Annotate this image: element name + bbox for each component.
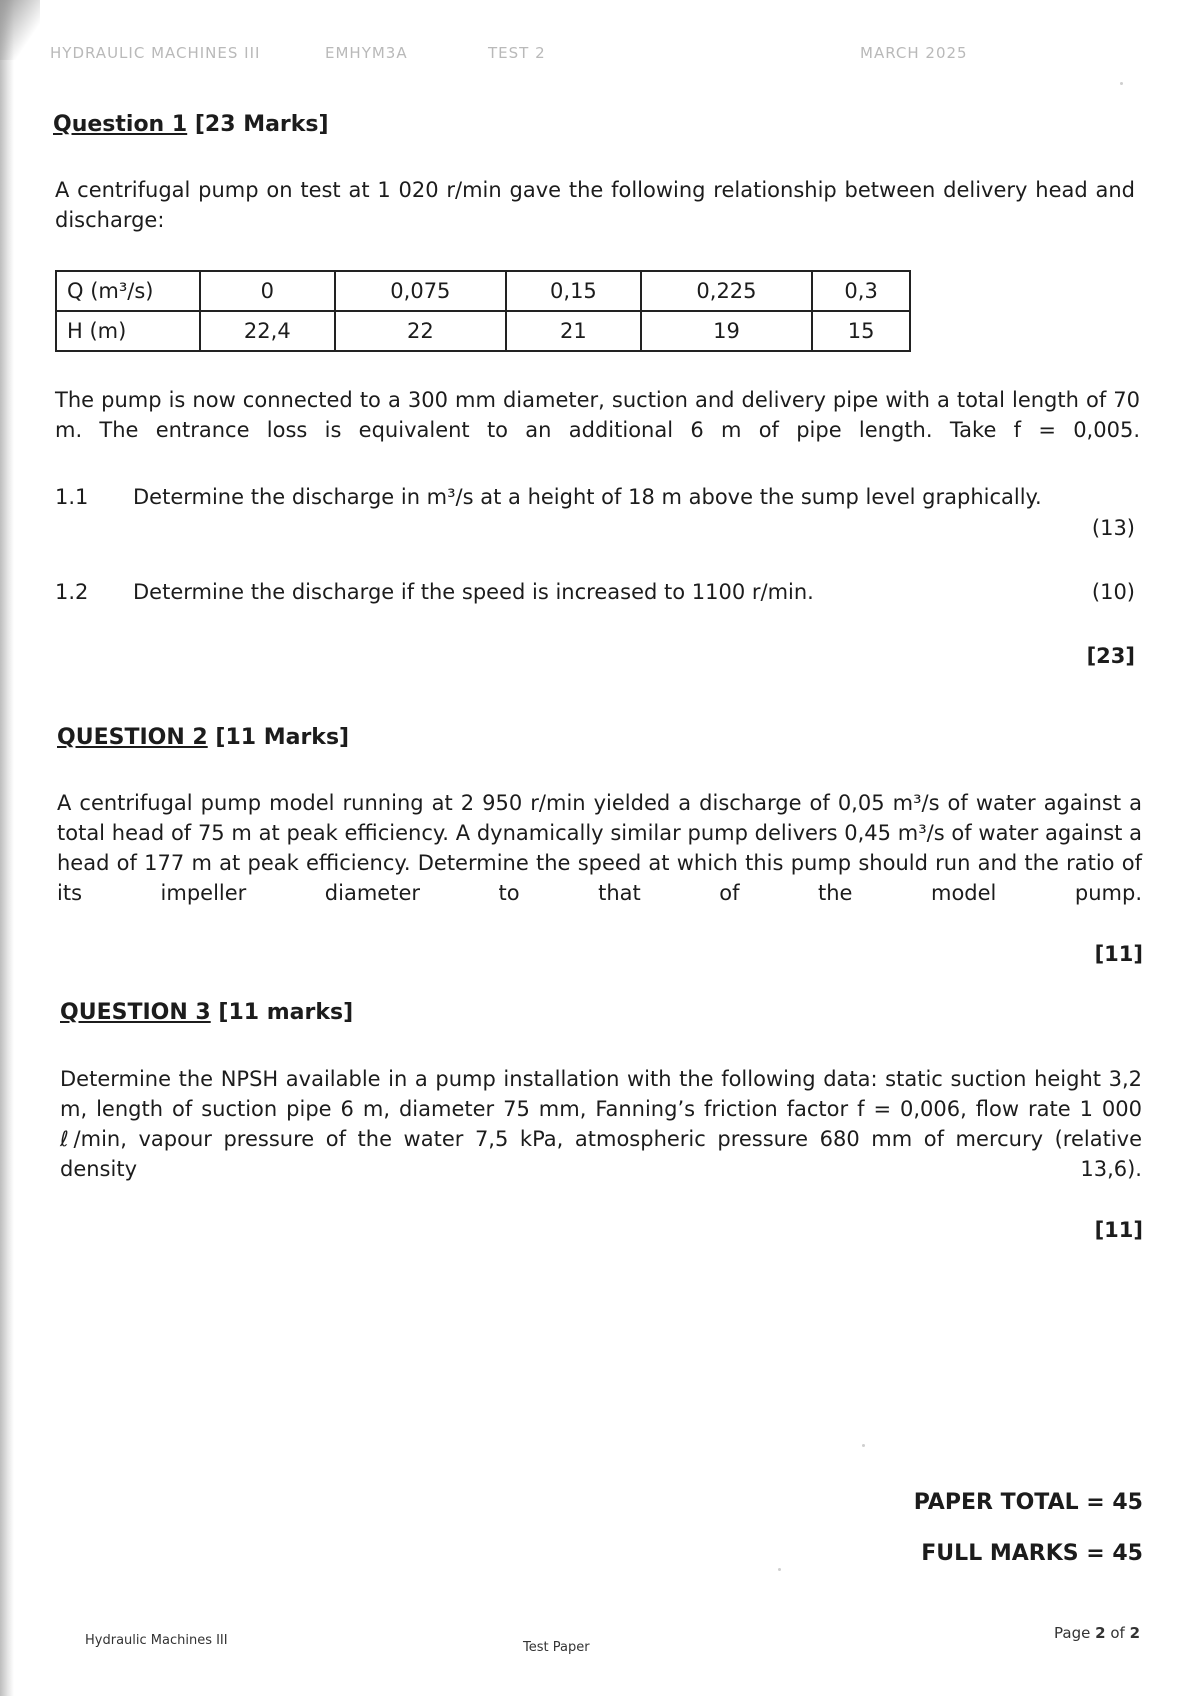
page-total: 2 xyxy=(1129,1624,1140,1642)
question-3-total: [11] xyxy=(1094,1218,1143,1242)
scan-corner-shadow xyxy=(0,0,40,60)
part-1-2-text: Determine the discharge if the speed is increased to 1100 r/min. xyxy=(133,580,814,604)
table-label-h: H (m) xyxy=(56,311,200,351)
table-cell: 0,15 xyxy=(506,271,641,311)
question-3-heading xyxy=(60,1000,353,1025)
part-1-1-number: 1.1 xyxy=(55,485,89,509)
footer-page-number xyxy=(1054,1624,1140,1642)
header-course: HYDRAULIC MACHINES III xyxy=(50,44,261,62)
full-marks: FULL MARKS = 45 xyxy=(921,1541,1143,1566)
part-1-1-text: Determine the discharge in m³/s at a height of 18 m above the sump level graphically. xyxy=(133,485,1042,509)
question-1-number: Question 1 xyxy=(53,112,188,137)
page-prefix: Page xyxy=(1054,1624,1096,1642)
header-code: EMHYM3A xyxy=(325,44,408,62)
question-3-marks: [11 marks] xyxy=(218,1000,354,1025)
question-2-total: [11] xyxy=(1094,942,1143,966)
question-2-heading xyxy=(57,725,349,750)
question-2-number: QUESTION 2 xyxy=(57,725,208,750)
page-mid: of xyxy=(1105,1624,1130,1642)
table-label-q: Q (m³/s) xyxy=(56,271,200,311)
table-cell: 0,225 xyxy=(641,271,813,311)
table-cell: 15 xyxy=(812,311,910,351)
part-1-2-marks: (10) xyxy=(1091,580,1135,604)
header-test: TEST 2 xyxy=(488,44,546,62)
question-1-total: [23] xyxy=(1086,644,1135,668)
table-cell: 0 xyxy=(200,271,335,311)
question-3-number: QUESTION 3 xyxy=(60,1000,211,1025)
scan-speck xyxy=(862,1444,865,1447)
table-cell: 21 xyxy=(506,311,641,351)
footer-course: Hydraulic Machines III xyxy=(85,1633,228,1648)
question-1-heading xyxy=(53,112,329,137)
scan-speck xyxy=(1120,82,1123,85)
footer-doc-type: Test Paper xyxy=(523,1640,590,1655)
scan-edge-shadow xyxy=(0,0,14,1696)
question-2-text: A centrifugal pump model running at 2 950 r/min yielded a discharge of 0,05 m³/s of water against a total head of 75 m at peak efficiency. A dynamically similar pump delivers 0,45 m³/s of water against a head of 177 m at peak efficiency. Determine the speed at which this pump should run and the ratio of its impeller diameter to that of the model pump. xyxy=(57,791,1142,905)
question-2-marks: [11 Marks] xyxy=(215,725,350,750)
table-cell: 0,075 xyxy=(335,271,507,311)
header-date: MARCH 2025 xyxy=(860,44,968,62)
table-cell: 0,3 xyxy=(812,271,910,311)
part-1-2-number: 1.2 xyxy=(55,580,89,604)
page-current: 2 xyxy=(1095,1624,1106,1642)
part-1-1-marks: (13) xyxy=(1091,516,1135,540)
page-header xyxy=(50,44,1150,68)
table-cell: 22,4 xyxy=(200,311,335,351)
table-cell: 19 xyxy=(641,311,813,351)
scan-speck xyxy=(778,1568,781,1571)
question-3-text: Determine the NPSH available in a pump installation with the following data: static suction height 3,2 m, length of suction pipe 6 m, diameter 75 mm, Fanning’s friction factor f = 0,006, flow rate 1 000 ℓ/min, vapour pressure of the water 7,5 kPa, atmospheric pressure 680 mm of mercury (relative density 13,6). xyxy=(60,1067,1142,1181)
question-1-marks: [23 Marks] xyxy=(194,112,329,137)
question-1-intro: A centrifugal pump on test at 1 020 r/min gave the following relationship between delivery head and discharge: xyxy=(55,178,1135,232)
question-1-setup: The pump is now connected to a 300 mm diameter, suction and delivery pipe with a total length of 70 m. The entrance loss is equivalent to an additional 6 m of pipe length. Take f = 0,005. xyxy=(55,388,1140,442)
paper-total: PAPER TOTAL = 45 xyxy=(913,1490,1143,1515)
table-cell: 22 xyxy=(335,311,507,351)
table-row-head xyxy=(56,311,910,351)
table-row-discharge xyxy=(56,271,910,311)
pump-test-table xyxy=(55,270,911,352)
